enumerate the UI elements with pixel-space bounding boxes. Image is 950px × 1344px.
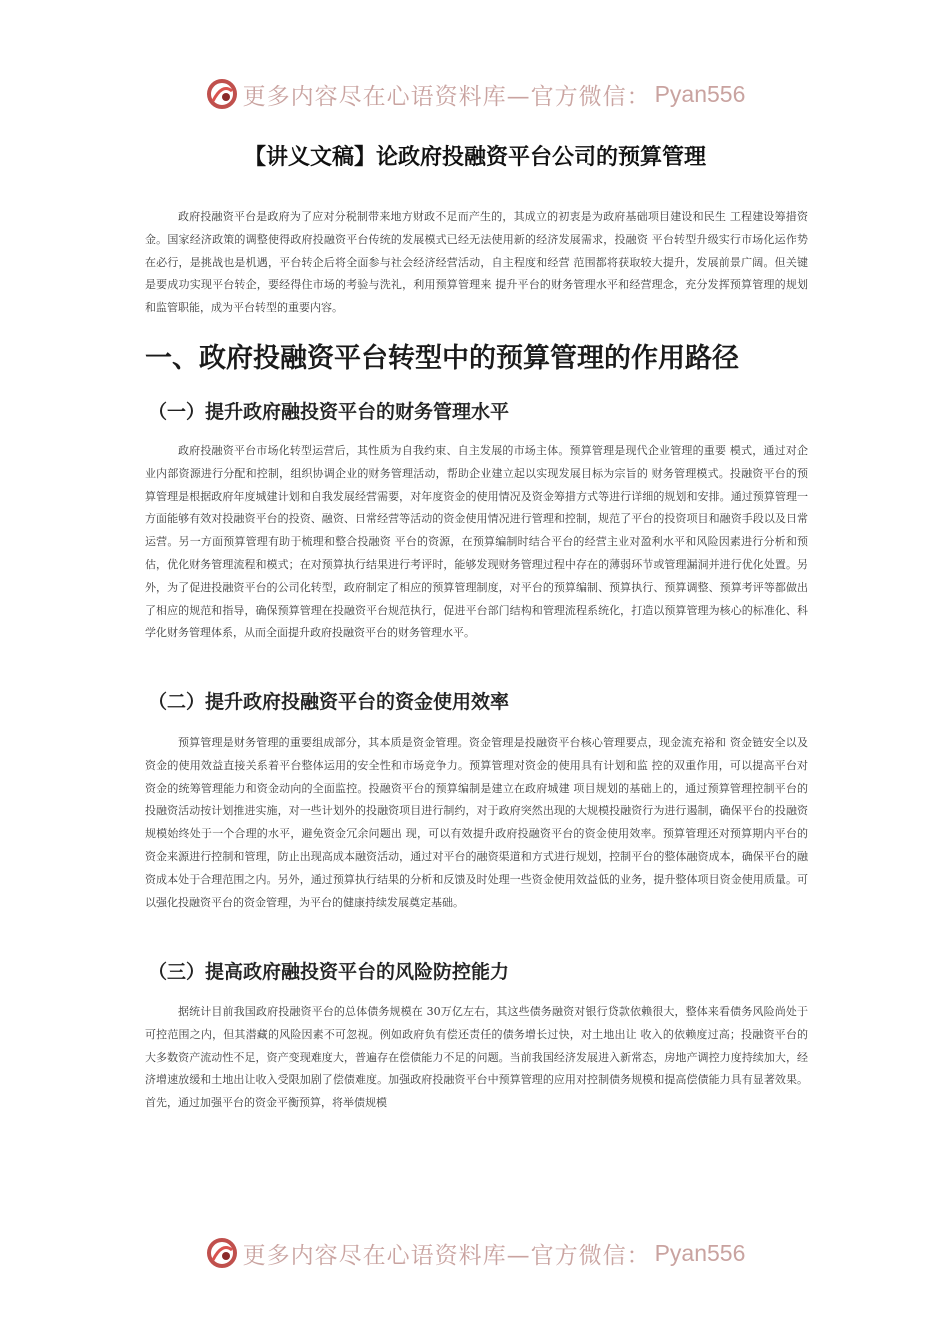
subsection-1-heading: （一）提升政府融投资平台的财务管理水平: [148, 401, 510, 423]
subsection-2-paragraph: 预算管理是财务管理的重要组成部分，其本质是资金管理。资金管理是投融资平台核心管理要点，现金流充裕和 资金链安全以及资金的使用效益直接关系着平台整体运用的安全性和市场竞争力。预算管理对资金的使用具有计划和监 控的双重作用，可以提高平台对资金的统筹管理能力和资金动向的全面监控。投融资平台的预算编制是建立在政府城建 项目规划的基础上的，通过预算管理控制平台的投融资活动按计划推进实施，对一些计划外的投融资项目进行制约，对于政府突然出现的大规模投融资行为进行遏制，确保平台的投融资规模始终处于一个合理的水平，避免资金冗余问题出 现，可以有效提升政府投融资平台的资金使用效率。预算管理还对预算期内平台的资金来源进行控制和管理，防止出现高成本融资活动，通过对平台的融资渠道和方式进行规划，控制平台的整体融资成本，确保平台的融资成本处于合理范围之内。另外，通过预算执行结果的分析和反馈及时处理一些资金使用效益低的业务，提升整体项目资金使用质量。可以强化投融资平台的资金管理，为平台的健康持续发展奠定基础。: [145, 736, 808, 909]
subsection-3-heading: （三）提高政府融投资平台的风险防控能力: [148, 961, 510, 983]
red-swirl-logo-icon: [205, 77, 239, 111]
watermark-text: 更多内容尽在心语资料库—官方微信：: [242, 83, 651, 110]
watermark-banner-bottom: [0, 1233, 950, 1273]
red-swirl-logo-icon: [205, 1236, 239, 1270]
watermark-wechat-id: Pyan556: [654, 80, 746, 107]
watermark-wechat-id: Pyan556: [654, 1239, 746, 1266]
document-title: 【讲义文稿】论政府投融资平台公司的预算管理: [243, 145, 706, 170]
section-1-heading: 一、政府投融资平台转型中的预算管理的作用路径: [145, 343, 739, 374]
subsection-2-heading: （二）提升政府投融资平台的资金使用效率: [148, 691, 510, 713]
watermark-banner-top: [0, 74, 950, 114]
intro-paragraph: 政府投融资平台是政府为了应对分税制带来地方财政不足而产生的，其成立的初衷是为政府基础项目建设和民生 工程建设筹措资金。国家经济政策的调整使得政府投融资平台传统的发展模式已经无法使用新的经济发展需求，投融资 平台转型升级实行市场化运作势在必行，是挑战也是机遇，平台转企后将全面参与社会经济经营活动，自主程度和经营 范围都将获取较大提升，发展前景广阔。但关键是要成功实现平台转企，要经得住市场的考验与洗礼，利用预算管理来 提升平台的财务管理水平和经营理念，充分发挥预算管理的规划和监管职能，成为平台转型的重要内容。: [145, 210, 808, 315]
subsection-3-paragraph: 据统计目前我国政府投融资平台的总体债务规模在 30万亿左右，其这些债务融资对银行贷款依赖很大，整体来看债务风险尚处于可控范围之内，但其潜藏的风险因素不可忽视。例如政府负有偿还责任的债务增长过快，对土地出让 收入的依赖度过高；投融资平台的大多数资产流动性不足，资产变现难度大，普遍存在偿债能力不足的问题。当前我国经济发展进入新常态，房地产调控力度持续加大，经济增速放缓和土地出让收入受限加剧了偿债难度。加强政府投融资平台中预算管理的应用对控制债务规模和提高偿债能力具有显著效果。首先，通过加强平台的资金平衡预算，将举债规模: [145, 1005, 808, 1110]
subsection-1-paragraph: 政府投融资平台市场化转型运营后，其性质为自我约束、自主发展的市场主体。预算管理是现代企业管理的重要 模式，通过对企业内部资源进行分配和控制，组织协调企业的财务管理活动，帮助企业建立起以实现发展目标为宗旨的 财务管理模式。投融资平台的预算管理是根据政府年度城建计划和自我发展经营需要，对年度资金的使用情况及资金筹措方式等进行详细的规划和安排。通过预算管理一方面能够有效对投融资平台的投资、融资、日常经营等活动的资金使用情况进行管理和控制，规范了平台的投资项目和融资手段以及日常运营。另一方面预算管理有助于梳理和整合投融资 平台的资源，在预算编制时结合平台的经营主业对盈利水平和风险因素进行分析和预估，优化财务管理流程和模式；在对预算执行结果进行考评时，能够发现财务管理过程中存在的薄弱环节或管理漏洞并进行优化处置。另外，为了促进投融资平台的公司化转型，政府制定了相应的预算管理制度，对平台的预算编制、预算执行、预算调整、预算考评等都做出了相应的规范和指导，确保预算管理在投融资平台规范执行，促进平台部门结构和管理流程系统化，打造以预算管理为核心的标准化、科学化财务管理体系，从而全面提升政府投融资平台的财务管理水平。: [145, 444, 808, 640]
watermark-text: 更多内容尽在心语资料库—官方微信：: [242, 1242, 651, 1269]
